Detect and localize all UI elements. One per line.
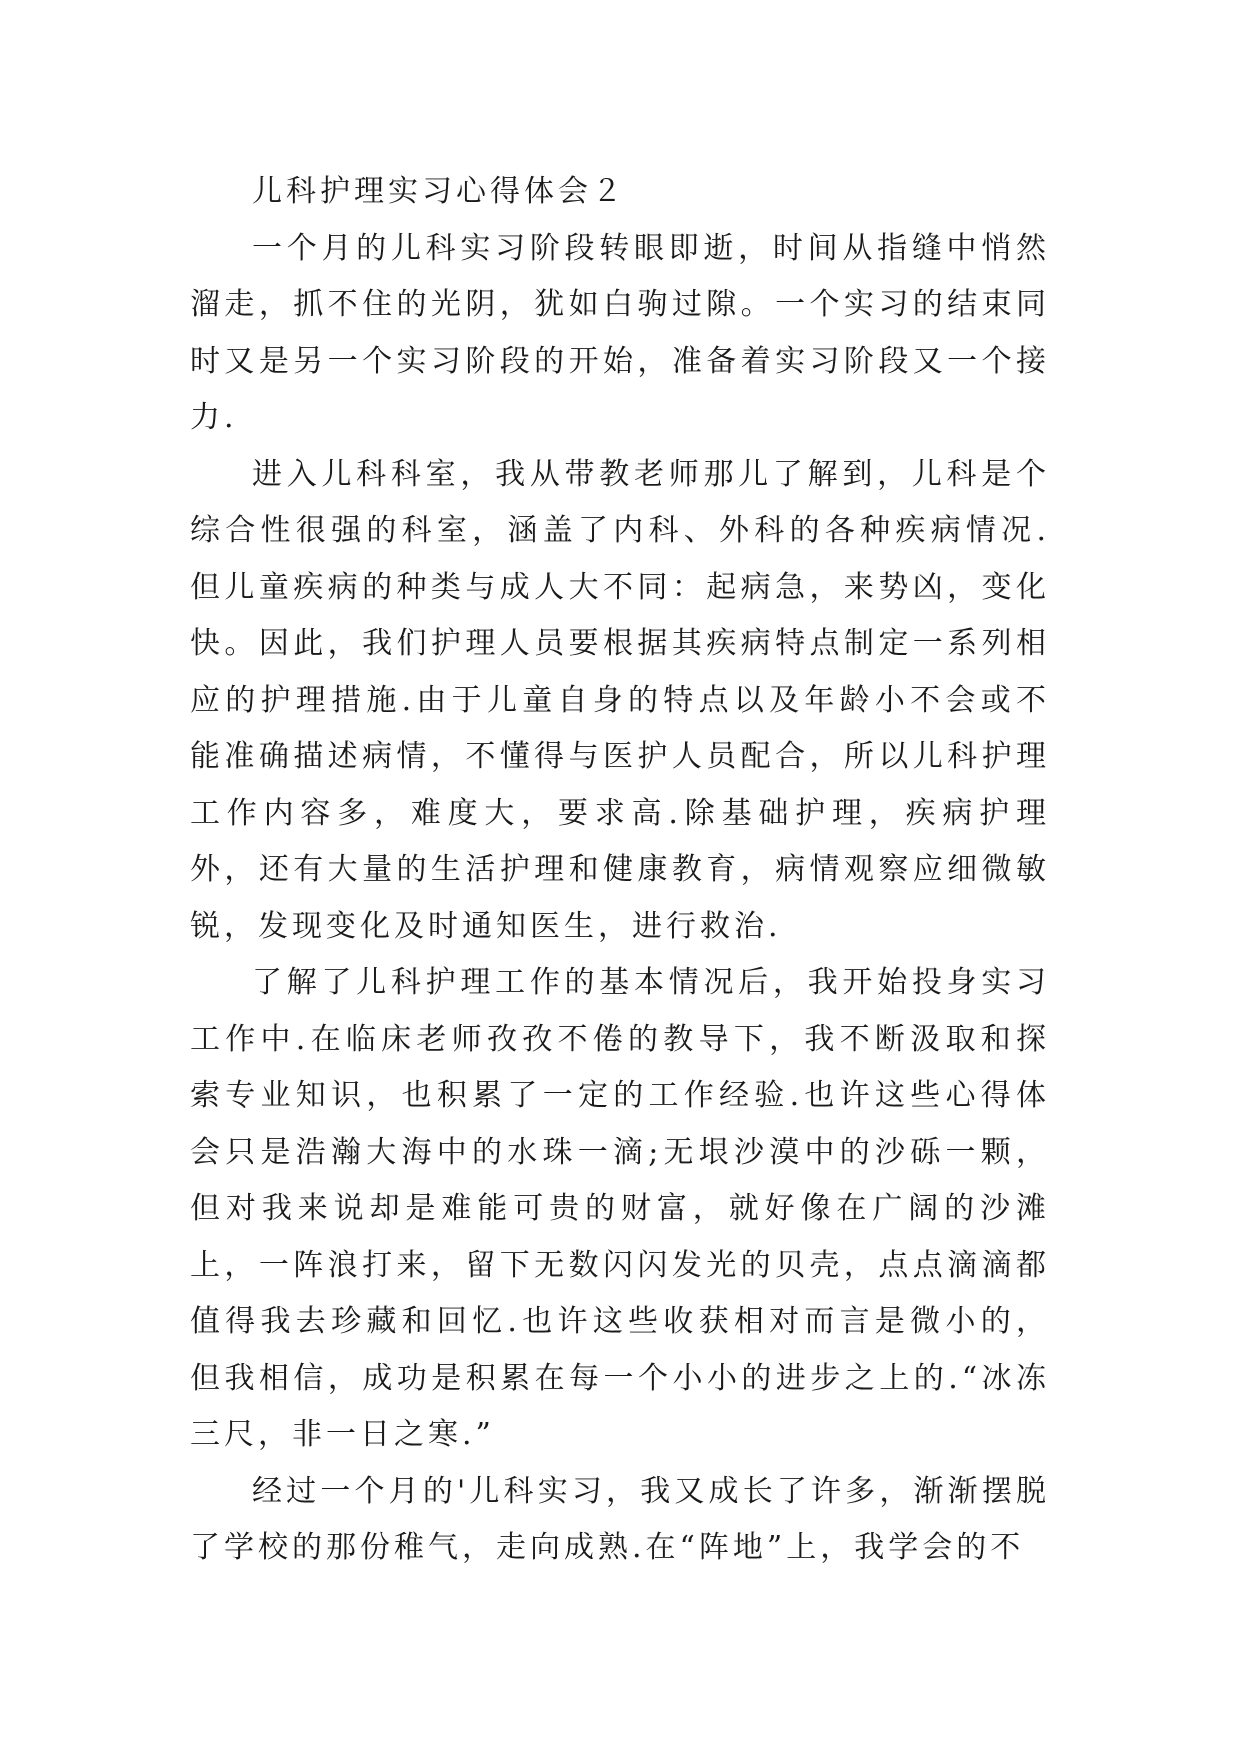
paragraph-2: 进入儿科科室，我从带教老师那儿了解到，儿科是个综合性很强的科室，涵盖了内科、外科的各种疾病情况.但儿童疾病的种类与成人大不同：起病急，来势凶，变化快。因此，我们护理人员要根据其疾病特点制定一系列相应的护理措施.由于儿童自身的特点以及年龄小不会或不能准确描述病情，不懂得与医护人员配合，所以儿科护理工作内容多，难度大，要求高.除基础护理，疾病护理外，还有大量的生活护理和健康教育，病情观察应细微敏锐，发现变化及时通知医生，进行救治. (190, 456, 1050, 944)
document-title: 儿科护理实习心得体会２ (252, 174, 626, 209)
document-body (190, 164, 1050, 1577)
paragraph-3: 了解了儿科护理工作的基本情况后，我开始投身实习工作中.在临床老师孜孜不倦的教导下，我不断汲取和探索专业知识，也积累了一定的工作经验.也许这些心得体会只是浩瀚大海中的水珠一滴;无垠沙漠中的沙砾一颗，但对我来说却是难能可贵的财富，就好像在广阔的沙滩上，一阵浪打来，留下无数闪闪发光的贝壳，点点滴滴都值得我去珍藏和回忆.也许这些收获相对而言是微小的，但我相信，成功是积累在每一个小小的进步之上的.“冰冻三尺，非一日之寒.” (190, 965, 1050, 1452)
paragraph-1: 一个月的儿科实习阶段转眼即逝，时间从指缝中悄然溜走，抓不住的光阴，犹如白驹过隙。一个实习的结束同时又是另一个实习阶段的开始，准备着实习阶段又一个接力. (190, 230, 1050, 435)
paragraph-4: 经过一个月的'儿科实习，我又成长了许多，渐渐摆脱了学校的那份稚气，走向成熟.在“阵地”上，我学会的不 (190, 1473, 1050, 1565)
